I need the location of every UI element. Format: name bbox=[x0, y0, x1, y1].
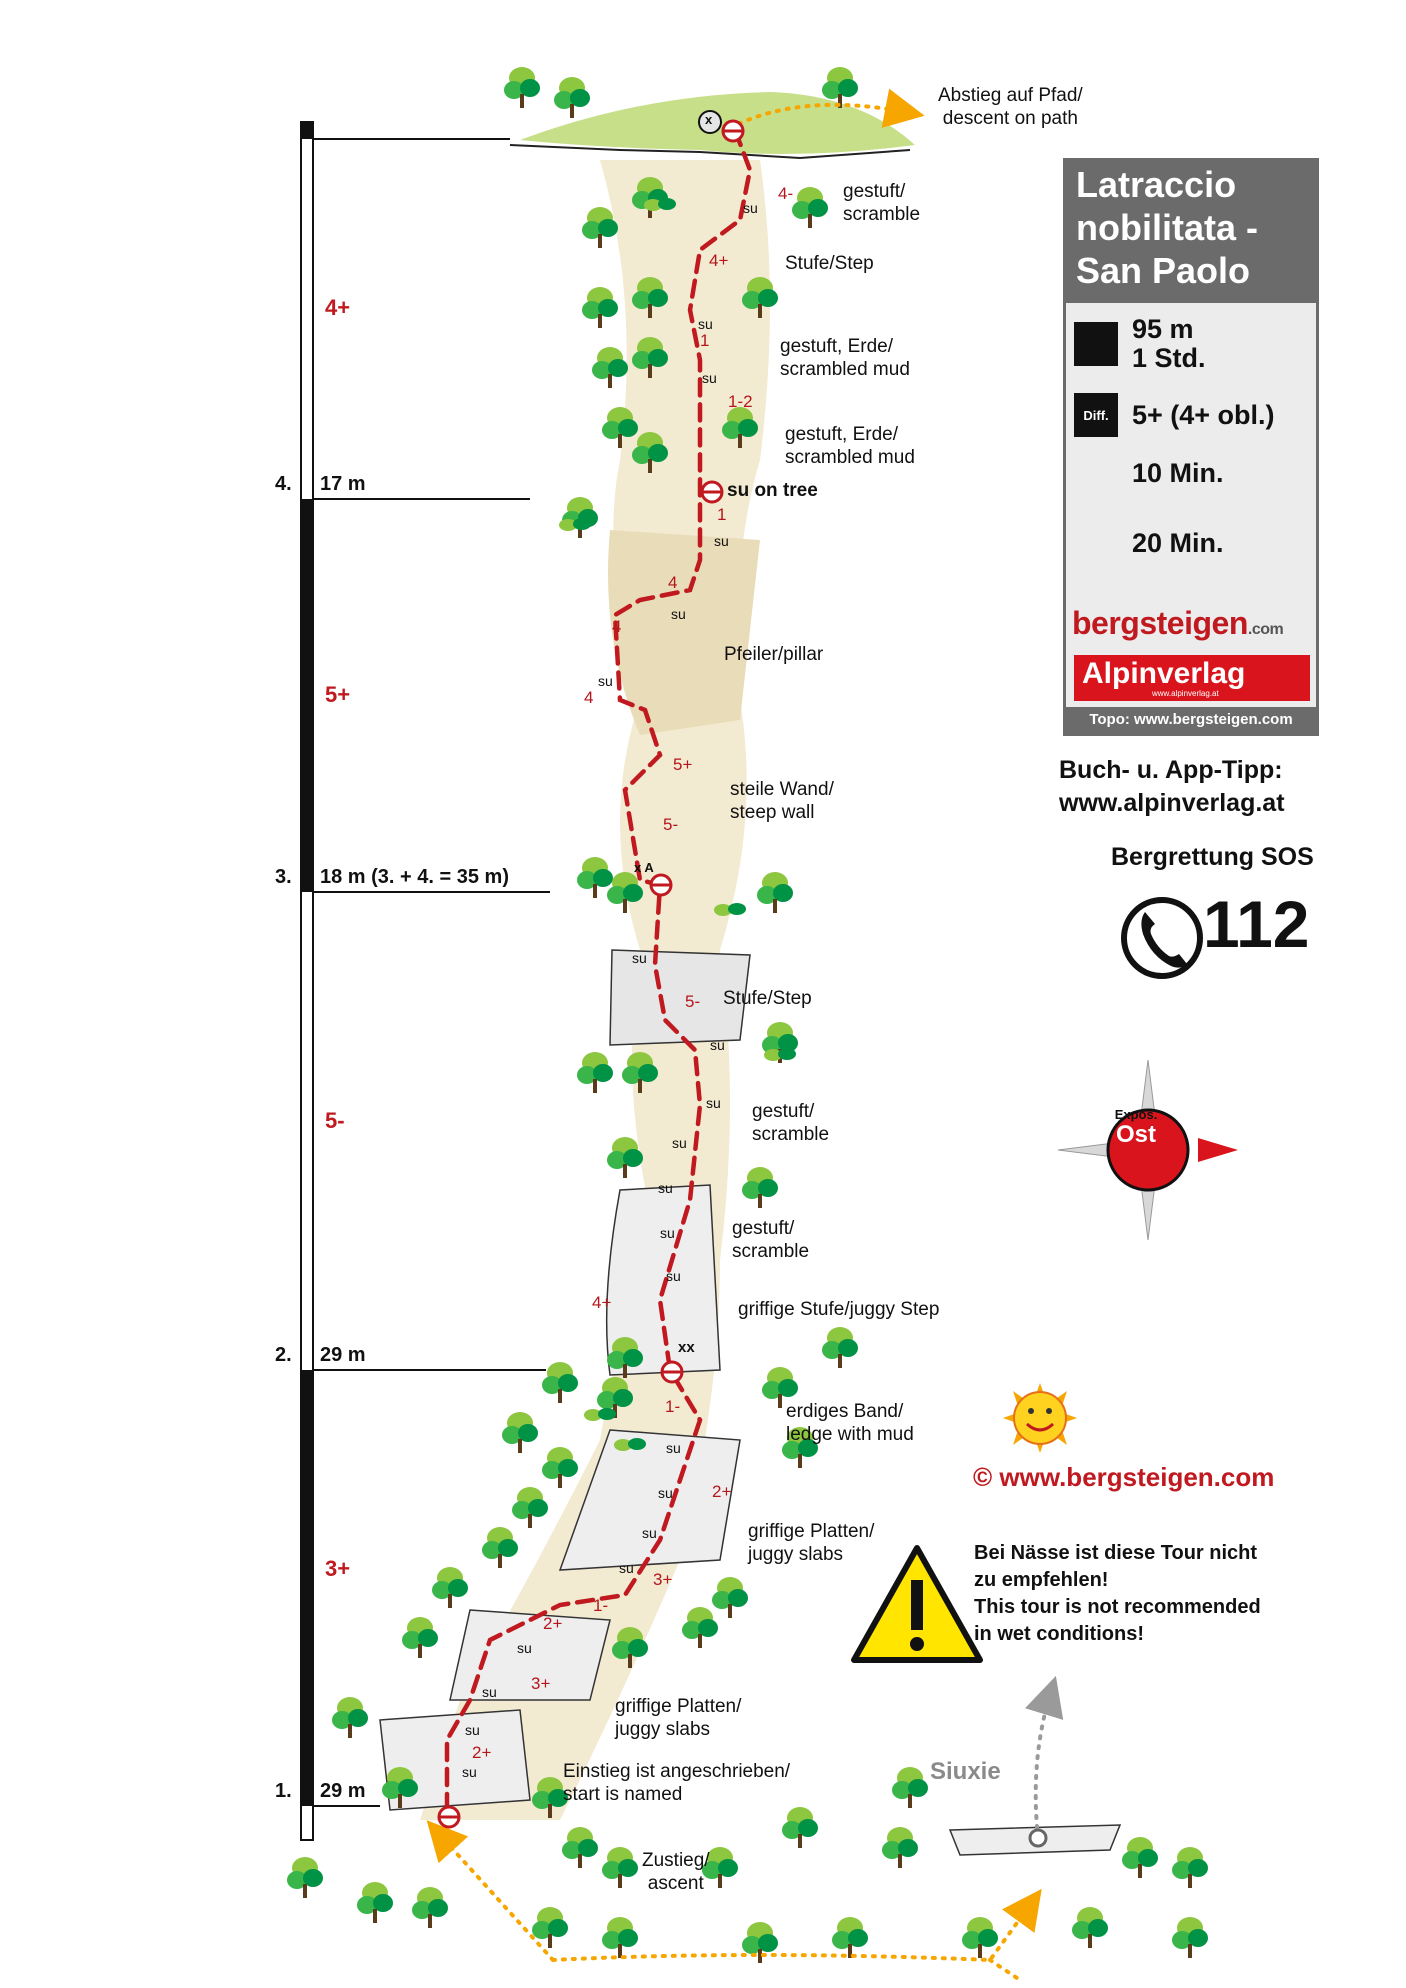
route-grade: 3+ bbox=[531, 1674, 551, 1693]
warning-text: Bei Nässe ist diese Tour nicht zu empfehlen! This tour is not recommended in wet conditions! bbox=[974, 1542, 1261, 1645]
route-grade: 1 bbox=[700, 331, 710, 350]
label-slabs-2: griffige Platten/ juggy slabs bbox=[615, 1696, 742, 1740]
su-label: su bbox=[598, 673, 613, 689]
length-row bbox=[1074, 315, 1206, 373]
label-ledge: erdiges Band/ ledge with mud bbox=[786, 1401, 914, 1445]
descent-row bbox=[1074, 521, 1224, 565]
label-step-top: Stufe/Step bbox=[785, 253, 874, 274]
section-grade-3: 5+ bbox=[325, 682, 351, 707]
siuxie-path bbox=[1030, 1695, 1050, 1846]
route-grade: 1- bbox=[593, 1596, 609, 1615]
su-label: su bbox=[698, 316, 713, 332]
compass-rose bbox=[1058, 1060, 1238, 1240]
route-grade: 4- bbox=[778, 184, 794, 203]
sos-title: Bergrettung SOS bbox=[1111, 843, 1314, 871]
su-label: su bbox=[619, 1560, 634, 1576]
pitch-length-4: 17 m bbox=[320, 473, 366, 495]
route-grade: 2+ bbox=[543, 1614, 563, 1633]
section-grade-1: 3+ bbox=[325, 1556, 351, 1581]
route-grade: 1- bbox=[665, 1397, 681, 1416]
route-title: Latraccio nobilitata - San Paolo bbox=[1066, 161, 1316, 303]
label-scramble-top: gestuft/ scramble bbox=[843, 181, 921, 225]
su-label: su bbox=[710, 1037, 725, 1053]
difficulty-row bbox=[1074, 393, 1275, 437]
place-siuxie: Siuxie bbox=[930, 1758, 1001, 1785]
route-grade: 1 bbox=[717, 505, 727, 524]
pitch-number-4: 4. bbox=[275, 473, 292, 495]
label-su-on-tree: su on tree bbox=[727, 480, 818, 501]
su-label: su bbox=[517, 1640, 532, 1656]
su-label: su bbox=[642, 1525, 657, 1541]
climber-icon bbox=[1074, 322, 1118, 366]
route-grade: 4 bbox=[612, 617, 622, 636]
descent-time: 20 Min. bbox=[1132, 527, 1224, 558]
su-label: su bbox=[714, 533, 729, 549]
descent-icon bbox=[1074, 521, 1118, 565]
sos-number: 112 bbox=[1203, 887, 1310, 961]
su-label: su bbox=[462, 1764, 477, 1780]
label-steep-wall: steile Wand/ steep wall bbox=[730, 779, 834, 823]
copyright: © www.bergsteigen.com bbox=[973, 1462, 1275, 1492]
card-footer: Topo: www.bergsteigen.com bbox=[1066, 707, 1316, 733]
label-mud-2: gestuft, Erde/ scrambled mud bbox=[785, 424, 915, 468]
su-label: su bbox=[666, 1440, 681, 1456]
book-tip: Buch- u. App-Tipp: www.alpinverlag.at bbox=[1059, 756, 1285, 817]
route-length: 95 m bbox=[1132, 314, 1194, 344]
difficulty-icon: Diff. bbox=[1074, 393, 1118, 437]
label-step-mid: Stufe/Step bbox=[723, 988, 812, 1009]
alpinverlag-logo: Alpinverlag www.alpinverlag.at bbox=[1074, 655, 1310, 701]
route-grade: 5- bbox=[685, 992, 701, 1011]
pitch-scale-bar bbox=[301, 122, 550, 1840]
su-label: su bbox=[632, 950, 647, 966]
pitch-length-1: 29 m bbox=[320, 1780, 366, 1802]
label-scramble-mid: gestuft/ scramble bbox=[752, 1101, 830, 1145]
su-label: su bbox=[666, 1268, 681, 1284]
route-grade: 2+ bbox=[712, 1482, 732, 1501]
su-label: su bbox=[465, 1722, 480, 1738]
approach-path bbox=[440, 1835, 1030, 1980]
approach-time: 10 Min. bbox=[1132, 457, 1224, 488]
marker-x-top: x bbox=[705, 112, 713, 127]
label-approach: Zustieg/ ascent bbox=[642, 1850, 710, 1894]
su-label: su bbox=[743, 200, 758, 216]
su-label: su bbox=[660, 1225, 675, 1241]
route-grade: 5+ bbox=[673, 755, 693, 774]
label-scramble-low: gestuft/ scramble bbox=[732, 1218, 810, 1262]
section-grade-2: 5- bbox=[325, 1108, 345, 1133]
bergsteigen-logo: bergsteigen.com bbox=[1072, 605, 1284, 641]
label-descent: Abstieg auf Pfad/ descent on path bbox=[938, 85, 1083, 129]
su-label: su bbox=[482, 1684, 497, 1700]
phone-icon bbox=[1124, 900, 1200, 976]
marker-xx: xx bbox=[678, 1339, 695, 1356]
su-label: su bbox=[702, 370, 717, 386]
route-grade: 4+ bbox=[709, 251, 729, 270]
route-grade: 4 bbox=[584, 688, 594, 707]
pitch-number-3: 3. bbox=[275, 866, 292, 888]
pitch-length-2: 29 m bbox=[320, 1344, 366, 1366]
label-slabs-1: griffige Platten/ juggy slabs bbox=[748, 1521, 875, 1565]
sun-icon bbox=[1003, 1383, 1077, 1453]
label-juggy-step: griffige Stufe/juggy Step bbox=[738, 1299, 940, 1320]
su-label: su bbox=[658, 1180, 673, 1196]
section-grade-4: 4+ bbox=[325, 295, 351, 320]
route-grade: 4 bbox=[668, 573, 678, 592]
approach-row bbox=[1074, 451, 1224, 495]
label-start: Einstieg ist angeschrieben/ start is named bbox=[563, 1761, 791, 1805]
label-mud-1: gestuft, Erde/ scrambled mud bbox=[780, 336, 910, 380]
route-duration: 1 Std. bbox=[1132, 343, 1206, 373]
su-label: su bbox=[658, 1485, 673, 1501]
su-label: su bbox=[671, 606, 686, 622]
info-card bbox=[1063, 158, 1319, 736]
su-label: su bbox=[672, 1135, 687, 1151]
approach-icon bbox=[1074, 451, 1118, 495]
pitch-length-3: 18 m (3. + 4. = 35 m) bbox=[320, 866, 509, 888]
pitch-number-2: 2. bbox=[275, 1344, 292, 1366]
route-grade: 1-2 bbox=[728, 392, 753, 411]
marker-xa: x A bbox=[634, 860, 654, 875]
route-grade: 4+ bbox=[592, 1293, 612, 1312]
route-grade: 2+ bbox=[472, 1743, 492, 1762]
route-difficulty: 5+ (4+ obl.) bbox=[1132, 399, 1275, 430]
route-grade: 5- bbox=[663, 815, 679, 834]
label-pillar: Pfeiler/pillar bbox=[724, 644, 824, 665]
pitch-number-1: 1. bbox=[275, 1780, 292, 1802]
route-grade: 3+ bbox=[653, 1570, 673, 1589]
su-label: su bbox=[706, 1095, 721, 1111]
exposure-label: Expos. Ost bbox=[1114, 1107, 1158, 1148]
